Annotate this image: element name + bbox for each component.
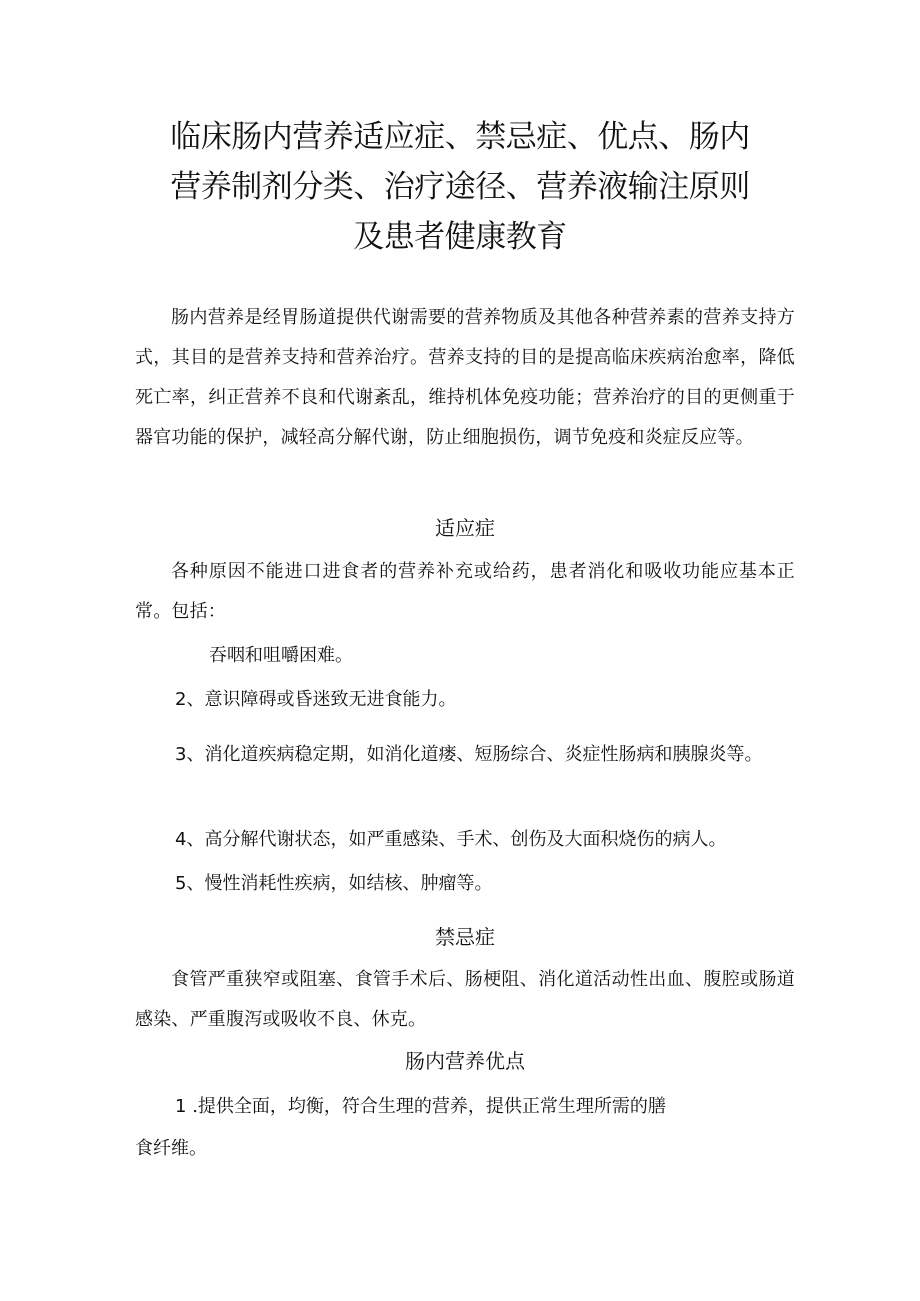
advantages-heading: 肠内营养优点	[405, 1049, 525, 1073]
indications-intro: 各种原因不能进口进食者的营养补充或给药，患者消化和吸收功能应基本正常。包括：	[135, 561, 795, 622]
item-text: 慢性消耗性疾病，如结核、肿瘤等。	[204, 873, 493, 894]
advantage-item-1	[175, 1087, 835, 1127]
indication-item-1: 吞咽和咀嚼困难。	[209, 645, 353, 666]
item-number: 2、	[175, 689, 205, 710]
item-number: 3、	[175, 744, 205, 765]
indication-item-2	[175, 680, 835, 720]
indication-item-5	[175, 864, 835, 904]
indication-item-3	[135, 735, 795, 775]
intro-paragraph: 肠内营养是经胃肠道提供代谢需要的营养物质及其他各种营养素的营养支持方式，其目的是营养支持和营养治疗。营养支持的目的是提高临床疾病治愈率，降低死亡率，纠正营养不良和代谢紊乱，维持机体免疫功能；营养治疗的目的更侧重于器官功能的保护，减轻高分解代谢，防止细胞损伤，调节免疫和炎症反应等。	[135, 307, 795, 448]
indication-item-4	[175, 820, 835, 860]
contraindications-text: 食管严重狭窄或阻塞、食管手术后、肠梗阻、消化道活动性出血、腹腔或肠道感染、严重腹泻或吸收不良、休克。	[135, 969, 795, 1030]
title-line-1: 临床肠内营养适应症、禁忌症、优点、肠内	[170, 119, 750, 155]
item-text: 意识障碍或昏迷致无进食能力。	[204, 689, 457, 710]
contraindications-heading: 禁忌症	[435, 925, 495, 949]
item-number: 4、	[175, 829, 205, 850]
advantage-item-1-continued: 食纤维。	[135, 1138, 207, 1159]
item-number: 1	[175, 1096, 187, 1117]
item-text-line-1: .提供全面，均衡，符合生理的营养，提供正常生理所需的膳	[192, 1096, 666, 1117]
item-text: 高分解代谢状态，如严重感染、手术、创伤及大面积烧伤的病人。	[204, 829, 727, 850]
indications-heading: 适应症	[435, 516, 495, 540]
title-line-2: 营养制剂分类、治疗途径、营养液输注原则	[170, 169, 750, 205]
item-text: 消化道疾病稳定期，如消化道瘘、短肠综合、炎症性肠病和胰腺炎等。	[204, 744, 763, 765]
title-line-3: 及患者健康教育	[353, 219, 567, 255]
item-number: 5、	[175, 873, 205, 894]
document-title	[130, 112, 790, 262]
